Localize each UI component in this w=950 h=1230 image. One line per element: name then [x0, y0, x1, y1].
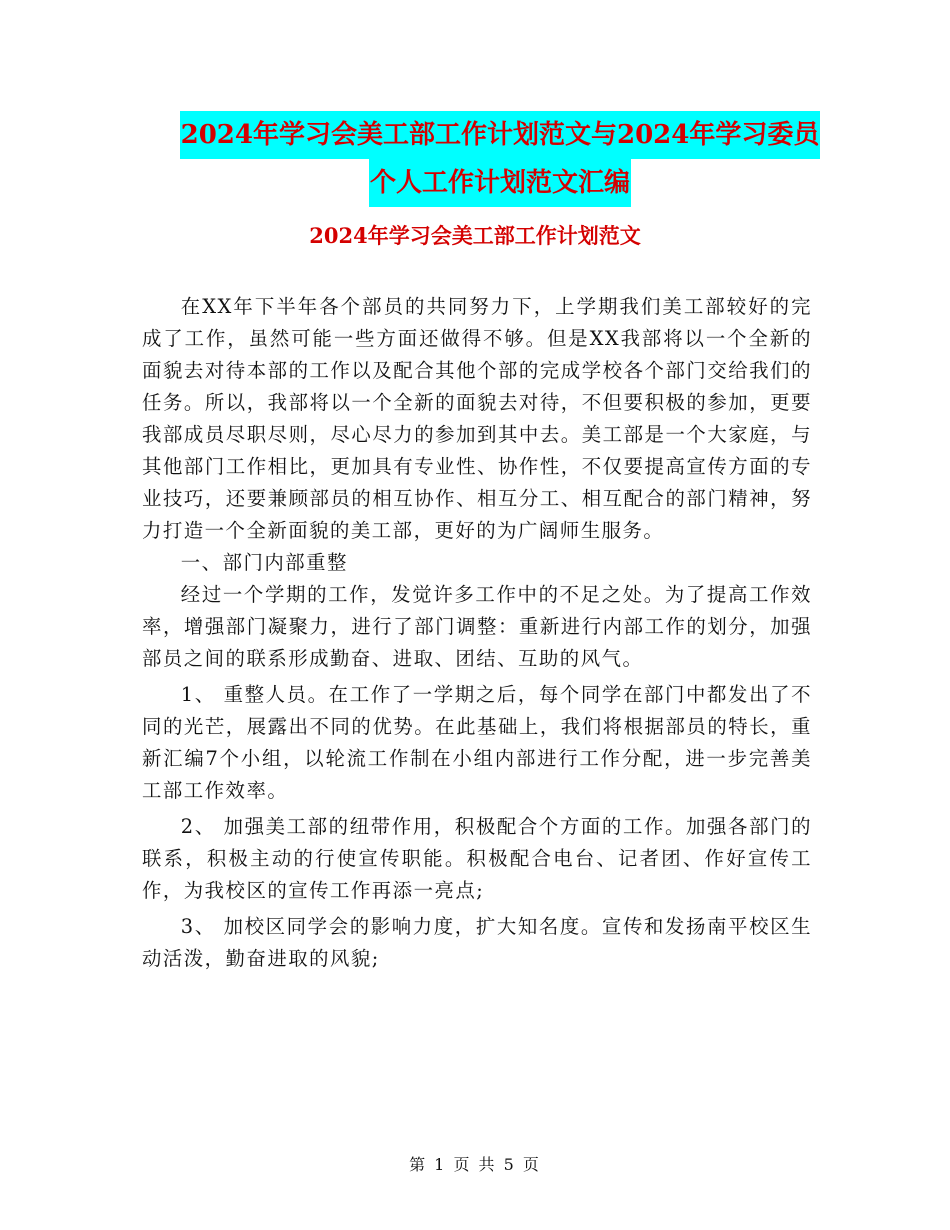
page-footer: 第 1 页 共 5 页: [409, 1155, 541, 1174]
paragraph-item-3: 3、 加校区同学会的影响力度，扩大知名度。宣传和发扬南平校区生动活泼，勤奋进取的风貌;: [142, 915, 812, 970]
paragraph-intro: 在XX年下半年各个部员的共同努力下，上学期我们美工部较好的完成了工作，虽然可能一些方面还做得不够。但是XX我部将以一个全新的面貌去对待本部的工作以及配合其他个部的完成学校各个部门交给我们的任务。所以，我部将以一个全新的面貌去对待，不但要积极的参加，更要我部成员尽职尽则，尽心尽力的参加到其中去。美工部是一个大家庭，与其他部门工作相比，更加具有专业性、协作性，不仅要提高宣传方面的专业技巧，还要兼顾部员的相互协作、相互分工、相互配合的部门精神，努力打造一个全新面貌的美工部，更好的为广阔师生服务。: [142, 295, 812, 542]
paragraph-subheading: 一、部门内部重整: [180, 551, 348, 574]
title-line-2: 个人工作计划范文汇编: [369, 159, 631, 207]
document-title: [140, 111, 860, 207]
paragraph-adjustment: 经过一个学期的工作，发觉许多工作中的不足之处。为了提高工作效率，增强部门凝聚力，进行了部门调整：重新进行内部工作的划分，加强部员之间的联系形成勤奋、进取、团结、互助的风气。: [142, 583, 812, 670]
paragraph-item-2: 2、 加强美工部的纽带作用，积极配合个方面的工作。加强各部门的联系，积极主动的行使宣传职能。积极配合电台、记者团、作好宣传工作，为我校区的宣传工作再添一亮点;: [142, 815, 812, 902]
title-line-1: 2024年学习会美工部工作计划范文与2024年学习委员: [180, 111, 821, 159]
section-heading: 2024年学习会美工部工作计划范文: [309, 223, 641, 248]
paragraph-item-1: 1、 重整人员。在工作了一学期之后，每个同学在部门中都发出了不同的光芒，展露出不同的优势。在此基础上，我们将根据部员的特长，重新汇编7个小组，以轮流工作制在小组内部进行工作分配，进一步完善美工部工作效率。: [142, 683, 812, 802]
document-body: [142, 291, 812, 975]
